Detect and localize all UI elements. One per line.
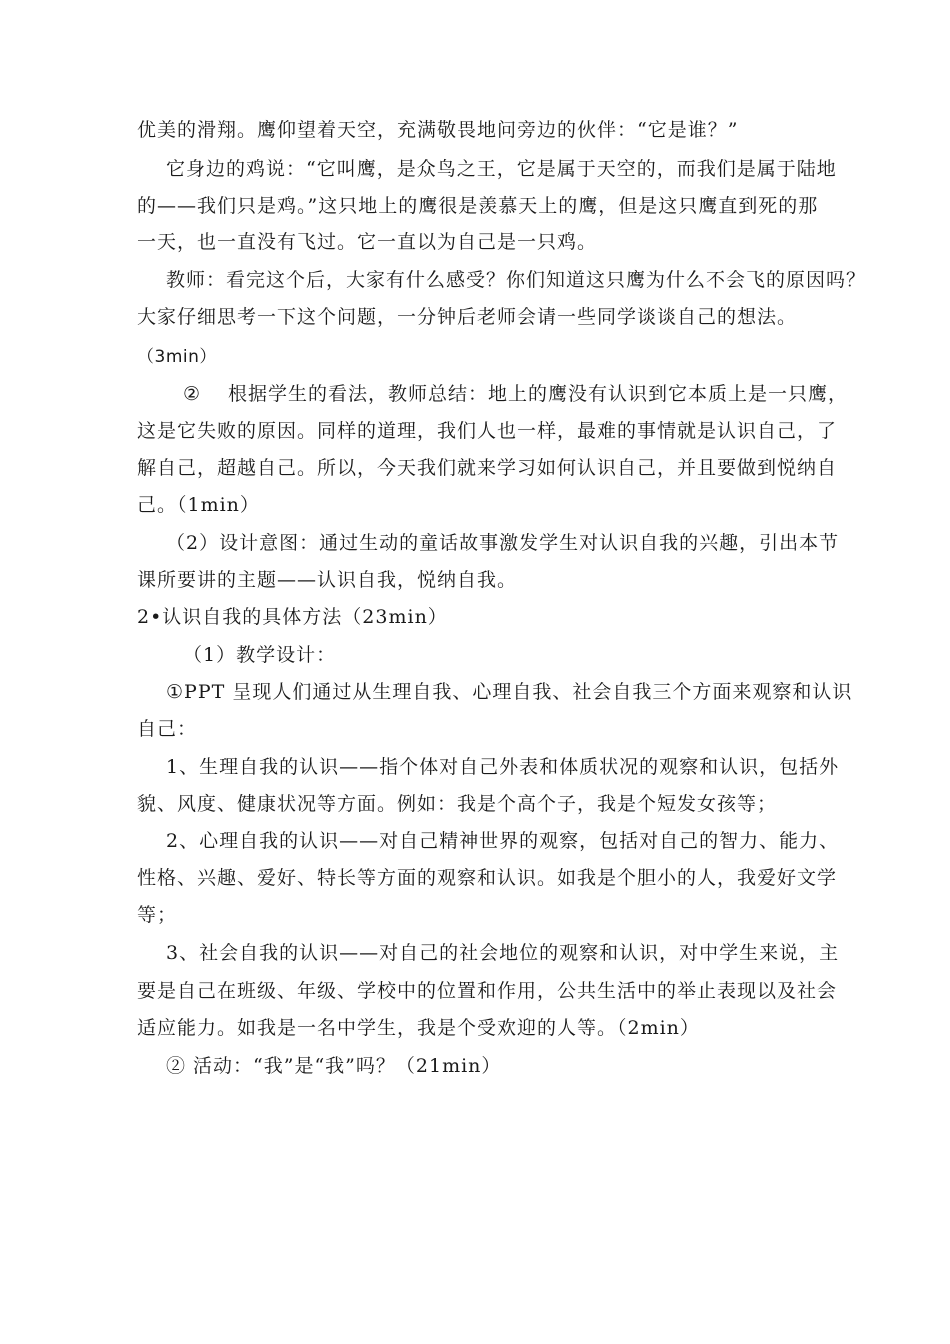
section-heading: 2•认识自我的具体方法（23min）: [137, 606, 448, 628]
paragraph-line: 要是自己在班级、年级、学校中的位置和作用，公共生活中的举止表现以及社会: [137, 980, 838, 1002]
paragraph-line: 一天，也一直没有飞过。它一直以为自己是一只鸡。: [137, 231, 598, 253]
time-note: （3min）: [137, 347, 217, 367]
paragraph-line: 根据学生的看法，教师总结：地上的鹰没有认识到它本质上是一只鹰，: [228, 383, 849, 405]
paragraph-line: 性格、兴趣、爱好、特长等方面的观察和认识。如我是个胆小的人，我爱好文学: [137, 867, 838, 889]
paragraph-line: 己。（1min）: [137, 494, 260, 516]
paragraph-line: 课所要讲的主题——认识自我，悦纳自我。: [137, 569, 518, 591]
paragraph-line: 自己：: [137, 718, 198, 740]
list-marker: ②: [183, 383, 202, 405]
paragraph-line: 适应能力。如我是一名中学生，我是个受欢迎的人等。（2min）: [137, 1017, 700, 1039]
paragraph-line: 解自己，超越自己。所以，今天我们就来学习如何认识自己，并且要做到悦纳自: [137, 457, 838, 479]
activity-heading: ② 活动：“我”是“我”吗？（21min）: [166, 1055, 502, 1077]
subsection-heading: （1）教学设计：: [183, 644, 337, 666]
paragraph-line: 教师：看完这个后，大家有什么感受？你们知道这只鹰为什么不会飞的原因吗？: [166, 269, 867, 291]
paragraph-line: 的——我们只是鸡。”这只地上的鹰很是羡慕天上的鹰，但是这只鹰直到死的那: [137, 195, 819, 217]
paragraph-line: 它身边的鸡说：“它叫鹰，是众鸟之王，它是属于天空的，而我们是属于陆地: [166, 158, 837, 180]
paragraph-line: 1、生理自我的认识——指个体对自己外表和体质状况的观察和认识，包括外: [166, 756, 840, 778]
paragraph-line: 2、心理自我的认识——对自己精神世界的观察，包括对自己的智力、能力、: [166, 830, 840, 852]
paragraph-line: 等；: [137, 904, 178, 926]
paragraph-line: （2）设计意图：通过生动的童话故事激发学生对认识自我的兴趣，引出本节: [166, 532, 840, 554]
paragraph-line: 大家仔细思考一下这个问题，一分钟后老师会请一些同学谈谈自己的想法。: [137, 306, 798, 328]
paragraph-line: 3、社会自我的认识——对自己的社会地位的观察和认识，对中学生来说，主: [166, 942, 840, 964]
paragraph-line: 优美的滑翔。鹰仰望着天空，充满敬畏地问旁边的伙伴：“它是谁？”: [137, 119, 739, 141]
paragraph-line: 这是它失败的原因。同样的道理，我们人也一样，最难的事情就是认识自己，了: [137, 420, 838, 442]
paragraph-line: 貌、风度、健康状况等方面。例如：我是个高个子，我是个短发女孩等；: [137, 793, 778, 815]
paragraph-line: ①PPT 呈现人们通过从生理自我、心理自我、社会自我三个方面来观察和认识: [166, 681, 853, 703]
